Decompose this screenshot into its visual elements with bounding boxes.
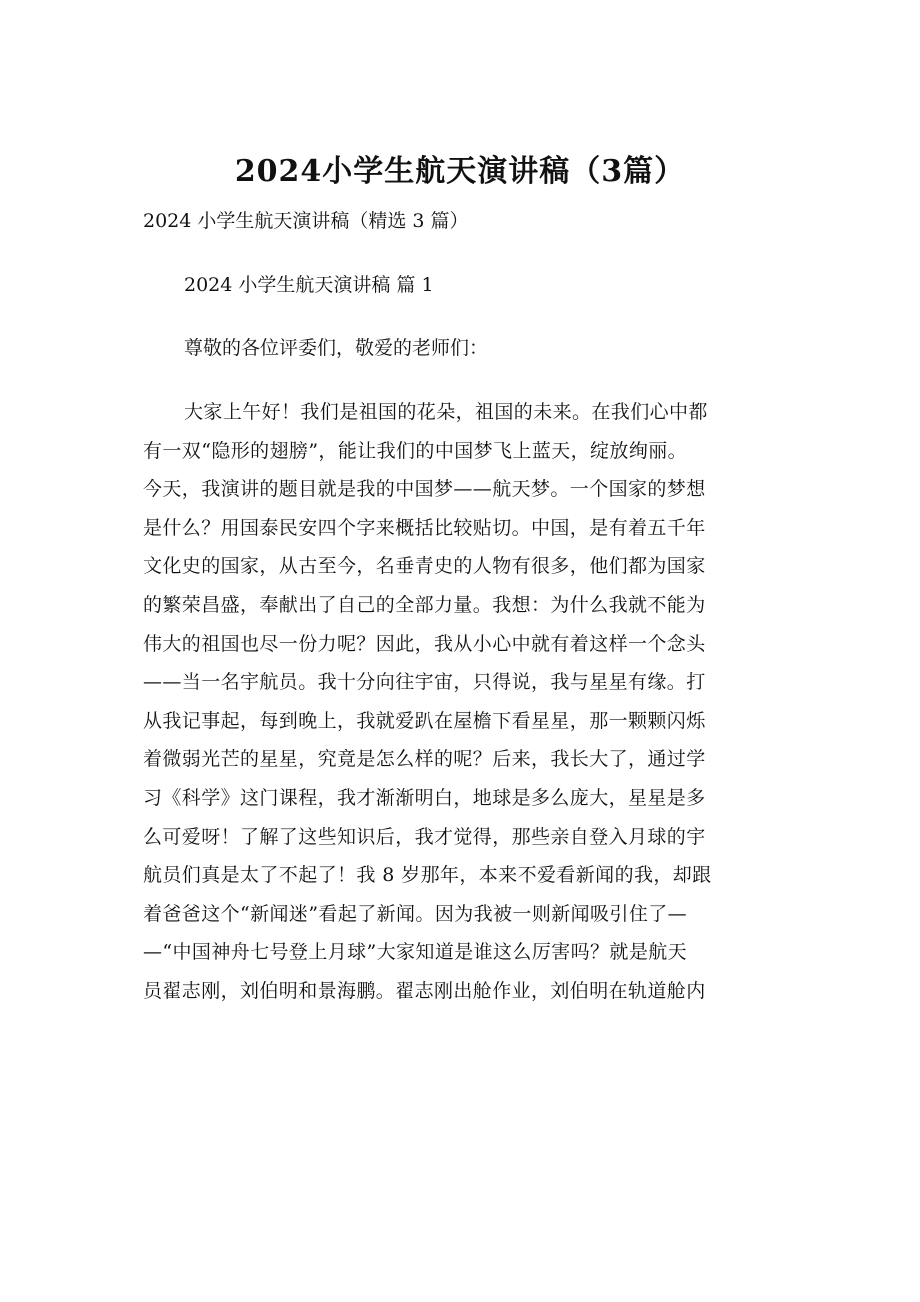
- salutation: 尊敬的各位评委们，敬爱的老师们：: [184, 337, 489, 359]
- body-line: 着爸爸这个“新闻迷”看起了新闻。因为我被一则新闻吸引住了—: [143, 902, 688, 925]
- body-line: 习《科学》这门课程，我才渐渐明白，地球是多么庞大，星星是多: [143, 786, 706, 809]
- body-line: 从我记事起，每到晚上，我就爱趴在屋檐下看星星，那一颗颗闪烁: [143, 709, 706, 732]
- body-line: 的繁荣昌盛，奉献出了自己的全部力量。我想：为什么我就不能为: [143, 593, 706, 616]
- speech-body-paragraph: [143, 397, 783, 1015]
- body-line: 么可爱呀！了解了这些知识后，我才觉得，那些亲自登入月球的宇: [143, 825, 706, 848]
- document-title: 2024小学生航天演讲稿（3篇）: [234, 154, 686, 189]
- body-line: 航员们真是太了不起了！我 8 岁那年，本来不爱看新闻的我，却跟: [143, 864, 712, 887]
- body-line: 大家上午好！我们是祖国的花朵，祖国的未来。在我们心中都: [184, 401, 708, 423]
- body-line: 伟大的祖国也尽一份力呢？因此，我从小心中就有着这样一个念头: [143, 632, 706, 655]
- section-heading: 2024 小学生航天演讲稿 篇 1: [184, 274, 434, 296]
- body-line: 着微弱光芒的星星，究竟是怎么样的呢？后来，我长大了，通过学: [143, 748, 706, 771]
- document-subtitle: 2024 小学生航天演讲稿（精选 3 篇）: [143, 210, 469, 232]
- body-line: 今天，我演讲的题目就是我的中国梦——航天梦。一个国家的梦想: [143, 478, 706, 501]
- body-line: 是什么？用国泰民安四个字来概括比较贴切。中国，是有着五千年: [143, 516, 706, 539]
- body-line: 有一双“隐形的翅膀”，能让我们的中国梦飞上蓝天，绽放绚丽。: [143, 439, 688, 462]
- body-line: ——当一名宇航员。我十分向往宇宙，只得说，我与星星有缘。打: [143, 671, 706, 694]
- body-line: 文化史的国家，从古至今，名垂青史的人物有很多，他们都为国家: [143, 555, 706, 578]
- body-line: 员翟志刚，刘伯明和景海鹏。翟志刚出舱作业，刘伯明在轨道舱内: [143, 979, 706, 1002]
- body-line: —“中国神舟七号登上月球”大家知道是谁这么厉害吗？就是航天: [143, 941, 688, 964]
